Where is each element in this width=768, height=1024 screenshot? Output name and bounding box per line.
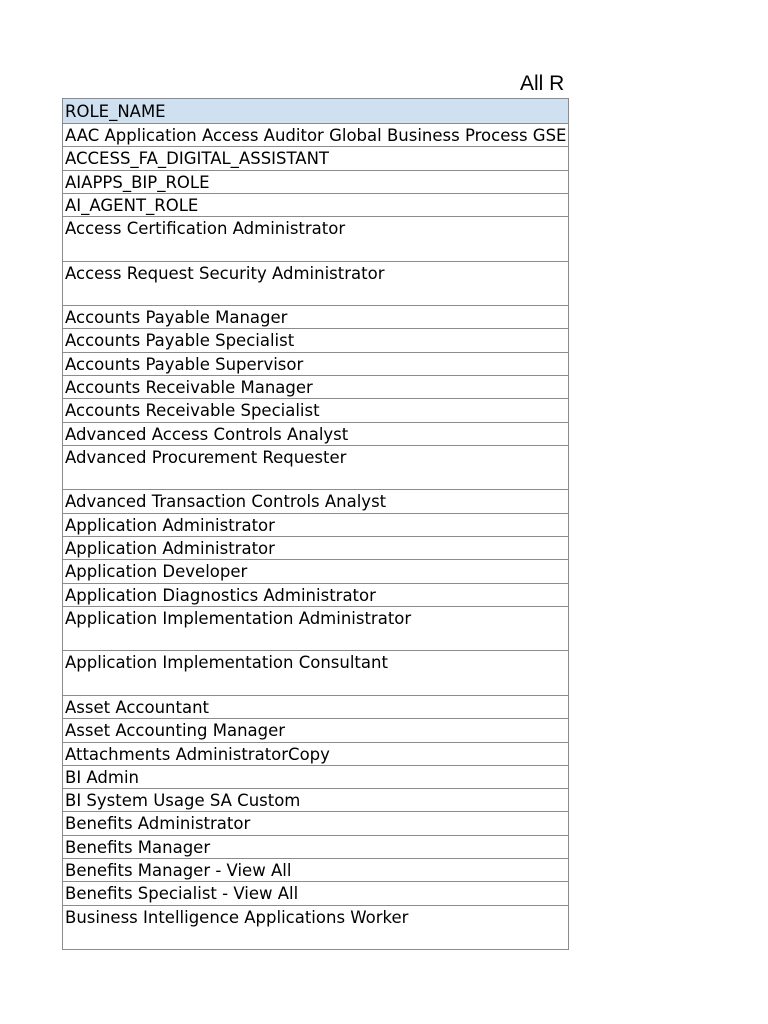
table-body <box>63 124 569 950</box>
table-row: Application Developer <box>63 560 569 583</box>
table-row: Asset Accounting Manager <box>63 719 569 742</box>
table-row: Benefits Specialist - View All <box>63 882 569 905</box>
table-row: Benefits Manager <box>63 836 569 859</box>
table-row: AAC Application Access Auditor Global Business Process GSE <box>63 124 569 147</box>
table-row: Accounts Receivable Specialist <box>63 399 569 422</box>
table-row: Application Administrator <box>63 537 569 560</box>
table-row: Accounts Payable Manager <box>63 306 569 329</box>
page-title: All R <box>520 72 565 95</box>
table-row: Access Certification Administrator <box>63 217 569 262</box>
table-row: Advanced Access Controls Analyst <box>63 423 569 446</box>
table-row: Accounts Payable Supervisor <box>63 353 569 376</box>
role-table <box>62 98 569 950</box>
table-row: Application Diagnostics Administrator <box>63 584 569 607</box>
table-row: Application Administrator <box>63 514 569 537</box>
table-row: Application Implementation Consultant <box>63 651 569 696</box>
column-header-role-name: ROLE_NAME <box>63 99 569 124</box>
table-row: Attachments AdministratorCopy <box>63 743 569 766</box>
table-row: AIAPPS_BIP_ROLE <box>63 171 569 194</box>
table-row: ACCESS_FA_DIGITAL_ASSISTANT <box>63 147 569 170</box>
table-row: Business Intelligence Applications Worker <box>63 906 569 951</box>
table-row: Application Implementation Administrator <box>63 607 569 652</box>
table-row: Benefits Administrator <box>63 812 569 835</box>
table-row: BI System Usage SA Custom <box>63 789 569 812</box>
table-row: Benefits Manager - View All <box>63 859 569 882</box>
table-row: Access Request Security Administrator <box>63 262 569 307</box>
table-row: AI_AGENT_ROLE <box>63 194 569 217</box>
table-row: Accounts Payable Specialist <box>63 329 569 352</box>
table-row: Accounts Receivable Manager <box>63 376 569 399</box>
table-row: BI Admin <box>63 766 569 789</box>
table-row: Asset Accountant <box>63 696 569 719</box>
table-row: Advanced Transaction Controls Analyst <box>63 490 569 513</box>
table-row: Advanced Procurement Requester <box>63 446 569 491</box>
